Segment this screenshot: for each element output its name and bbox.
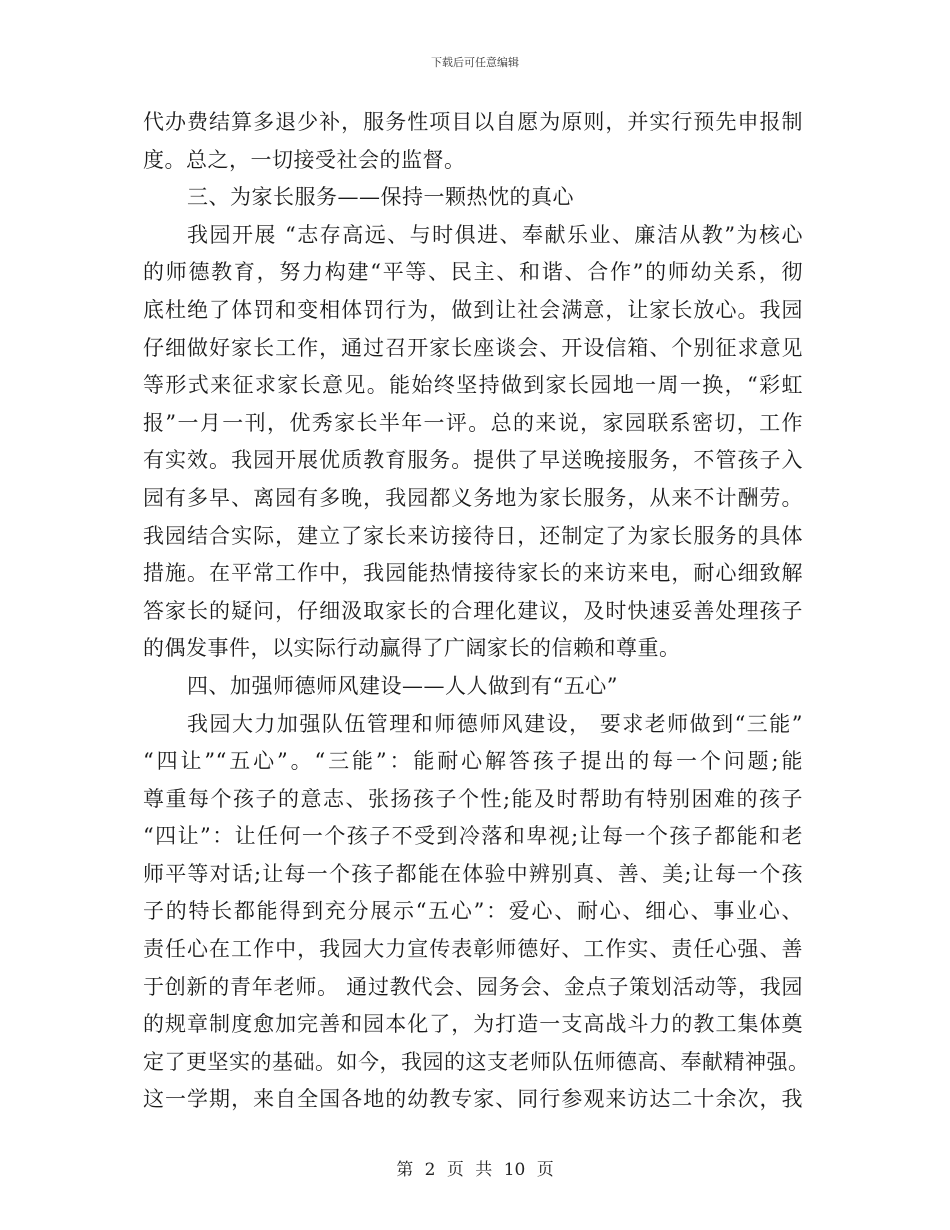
- text-line: 的规章制度愈加完善和园本化了，为打造一支高战斗力的教工集体奠: [143, 1012, 803, 1037]
- text-line: 度。总之，一切接受社会的监督。: [143, 147, 466, 172]
- text-line: 于创新的青年老师。 通过教代会、园务会、金点子策划活动等，我园: [143, 974, 803, 999]
- text-line: 四、加强师德师风建设——人人做到有“五心”: [187, 673, 618, 698]
- text-line: 我园开展 “志存高远、与时俱进、奉献乐业、廉洁从教”为核心: [187, 222, 803, 247]
- text-line: 我园大力加强队伍管理和师德师风建设， 要求老师做到“三能”: [187, 711, 803, 736]
- text-line: 代办费结算多退少补，服务性项目以自愿为原则，并实行预先申报制: [143, 110, 803, 134]
- text-line: 园有多早、离园有多晚，我园都义务地为家长服务，从来不计酬劳。: [143, 485, 803, 510]
- page-number: 第 2 页 共 10 页: [396, 1160, 554, 1180]
- text-line: “四让”：让任何一个孩子不受到冷落和卑视;让每一个孩子都能和老: [143, 824, 803, 849]
- text-line: 措施。在平常工作中，我园能热情接待家长的来访来电，耐心细致解: [143, 561, 803, 586]
- text-line: 尊重每个孩子的意志、张扬孩子个性;能及时帮助有特别困难的孩子: [143, 786, 803, 811]
- text-line: 我园结合实际，建立了家长来访接待日，还制定了为家长服务的具体: [143, 523, 803, 548]
- text-line: 这一学期，来自全国各地的幼教专家、同行参观来访达二十余次，我: [143, 1087, 803, 1112]
- text-line: 的偶发事件，以实际行动赢得了广阔家长的信赖和尊重。: [143, 636, 681, 661]
- text-line: 师平等对话;让每一个孩子都能在体验中辨别真、善、美;让每一个孩: [143, 861, 803, 886]
- text-line: 定了更坚实的基础。如今，我园的这支老师队伍师德高、奉献精神强。: [143, 1049, 810, 1074]
- text-line: 答家长的疑问，仔细汲取家长的合理化建议，及时快速妥善处理孩子: [143, 598, 803, 623]
- text-line: 仔细做好家长工作，通过召开家长座谈会、开设信箱、个别征求意见: [143, 335, 803, 360]
- header-note: 下载后可任意编辑: [431, 56, 519, 69]
- text-line: 的师德教育，努力构建“平等、民主、和谐、合作”的师幼关系，彻: [143, 260, 803, 285]
- text-line: 报”一月一刊，优秀家长半年一评。总的来说，家园联系密切，工作: [143, 410, 803, 435]
- document-body: [143, 104, 810, 1119]
- text-line: 责任心在工作中，我园大力宣传表彰师德好、工作实、责任心强、善: [143, 937, 803, 962]
- text-line: 等形式来征求家长意见。能始终坚持做到家长园地一周一换，“彩虹: [143, 373, 803, 398]
- text-line: 三、为家长服务——保持一颗热忱的真心: [187, 185, 574, 210]
- text-line: 有实效。我园开展优质教育服务。提供了早送晚接服务，不管孩子入: [143, 448, 803, 473]
- text-line: 子的特长都能得到充分展示“五心”：爱心、耐心、细心、事业心、: [143, 899, 803, 924]
- text-line: 底杜绝了体罚和变相体罚行为，做到让社会满意，让家长放心。我园: [143, 297, 803, 322]
- text-line: “四让”“五心”。“三能”：能耐心解答孩子提出的每一个问题;能: [143, 749, 803, 774]
